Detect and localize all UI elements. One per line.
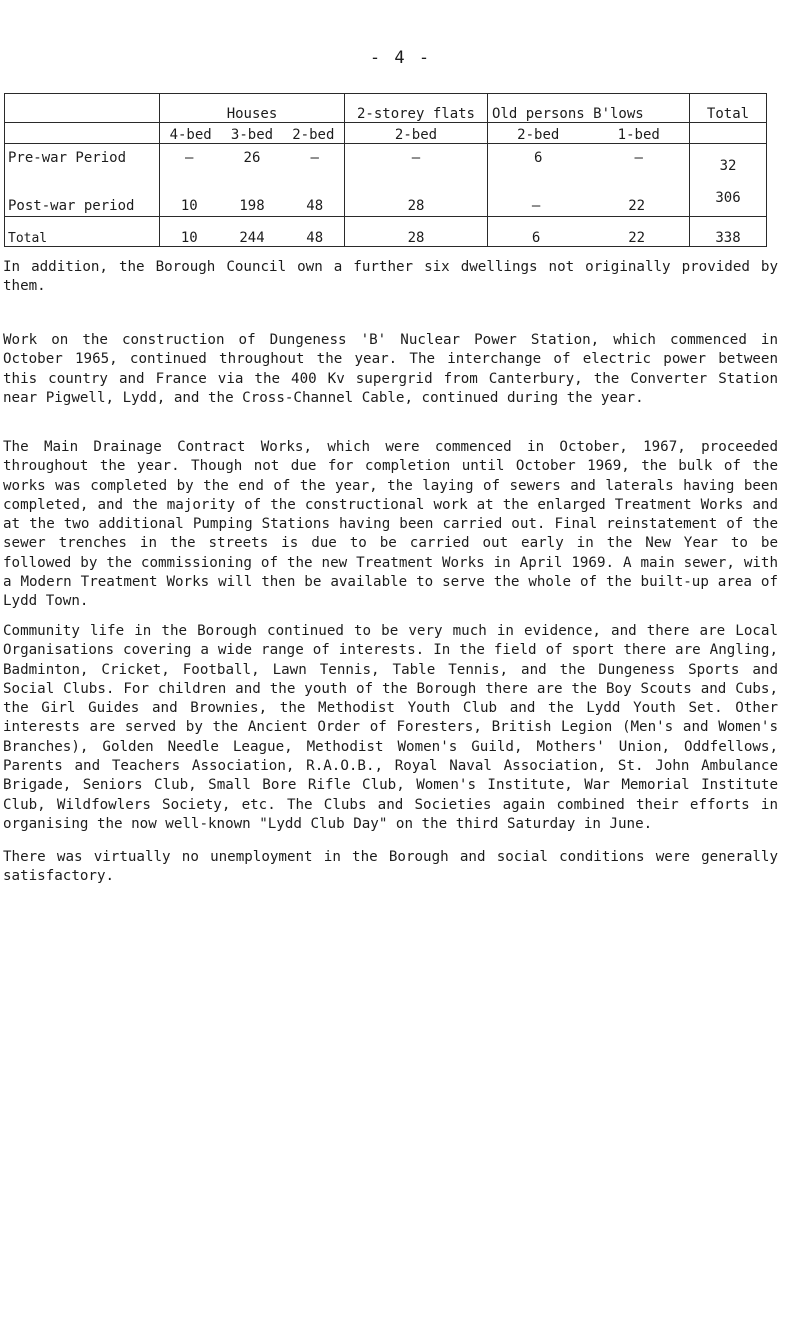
subhead-bungalow-1-bed: 1-bed <box>617 127 660 143</box>
dwellings-table <box>4 93 767 247</box>
subhead-bungalow-2-bed: 2-bed <box>517 127 560 143</box>
paragraph-additional-dwellings: In addition, the Borough Council own a further six dwellings not originally provided by them. <box>3 259 778 295</box>
bungalows-subheader <box>488 123 690 144</box>
grand-total: 338 <box>690 217 767 247</box>
subhead-3-bed: 3-bed <box>230 127 274 143</box>
subhead-4-bed: 4-bed <box>169 127 212 143</box>
total-header: Total <box>690 94 767 123</box>
postwar-4-bed: 10 <box>180 198 198 214</box>
paragraph-employment: There was virtually no unemployment in the Borough and social conditions were generally satisfactory. <box>3 849 778 885</box>
prewar-total: 32 <box>719 158 737 174</box>
postwar-3-bed: 198 <box>239 198 265 214</box>
paragraph-power-station: Work on the construction of Dungeness 'B' Nuclear Power Station, which commenced in October 1965, continued throughout the year. The interchange of electric power between this country and France via the 400 Kv supergrid from Canterbury, the Converter Station near Pigwell, Lydd, and the Cross-Channel Cable, continued during the year. <box>3 332 778 406</box>
houses-subheader <box>160 123 345 144</box>
table-row <box>5 217 767 247</box>
postwar-2-bed: 48 <box>306 198 324 214</box>
table-row <box>5 144 767 217</box>
total-flats: 28 <box>345 217 488 247</box>
table-corner-cell <box>5 94 160 123</box>
flats-header: 2-storey flats <box>345 94 488 123</box>
prewar-2-bed: – <box>310 150 319 166</box>
houses-values <box>160 144 345 217</box>
prewar-bungalow-1-bed: – <box>634 150 643 166</box>
postwar-total: 306 <box>715 190 741 206</box>
total-label: Total <box>5 217 160 247</box>
prewar-4-bed: – <box>185 150 194 166</box>
prewar-label: Pre-war Period <box>8 150 127 166</box>
prewar-bungalow-2-bed: 6 <box>534 150 543 166</box>
flats-values <box>345 144 488 217</box>
total-bungalows <box>488 217 690 247</box>
houses-header: Houses <box>160 94 345 123</box>
total-2-bed: 48 <box>306 230 324 246</box>
table-subheader-row <box>5 123 767 144</box>
prewar-3-bed: 26 <box>243 150 261 166</box>
prewar-flats: – <box>411 150 421 166</box>
total-bungalow-1-bed: 22 <box>628 230 646 246</box>
bungalows-header: Old persons B'lows <box>488 94 690 123</box>
total-values <box>690 144 767 217</box>
postwar-flats: 28 <box>407 198 425 214</box>
total-3-bed: 244 <box>239 230 265 246</box>
table-blank-cell <box>5 123 160 144</box>
postwar-label: Post-war period <box>8 198 135 214</box>
table-header-row <box>5 94 767 123</box>
bungalows-values <box>488 144 690 217</box>
postwar-bungalow-1-bed: 22 <box>628 198 646 214</box>
period-labels <box>5 144 160 217</box>
flats-subheader: 2-bed <box>345 123 488 144</box>
total-subheader <box>690 123 767 144</box>
paragraph-community-life: Community life in the Borough continued to be very much in evidence, and there are Local Organisations covering a wide range of interests. In the field of sport there are Angling, Badminton, Cricket, Football, Lawn Tennis, Table Tennis, and the Dungeness Sports and Social Clubs. For children and the youth of the Borough there are the Boy Scouts and Cubs, the Girl Guides and Brownies, the Methodist Youth Club and the Lydd Youth Set. Other interests are served by the Ancient Order of Foresters, British Legion (Men's and Women's Branches), Golden Needle League, Methodist Women's Guild, Mothers' Union, Oddfellows, Parents and Teachers Association, R.A.O.B., Royal Naval Association, St. John Ambulance Brigade, Seniors Club, Small Bore Rifle Club, Women's Institute, War Memorial Institute Club, Wildfowlers Society, etc. The Clubs and Societies again combined their efforts in organising the now well-known "Lydd Club Day" on the third Saturday in June. <box>3 623 778 832</box>
total-bungalow-2-bed: 6 <box>531 230 541 246</box>
postwar-bungalow-2-bed: – <box>531 198 541 214</box>
subhead-2-bed: 2-bed <box>292 127 335 143</box>
total-4-bed: 10 <box>180 230 198 246</box>
paragraph-main-drainage: The Main Drainage Contract Works, which were commenced in October, 1967, proceeded throughout the year. Though not due for completion until October 1969, the bulk of the works was completed by the end of the year, the laying of sewers and laterals having been completed, and the majority of the constructional work at the enlarged Treatment Works and at the two additional Pumping Stations having been carried out. Final reinstatement of the sewer trenches in the streets is due to be carried out early in the New Year to be followed by the commissioning of the new Treatment Works in April 1969. A main sewer, with a Modern Treatment Works will then be available to serve the whole of the built-up area of Lydd Town. <box>3 439 778 610</box>
page-number: - 4 - <box>369 48 432 68</box>
total-houses <box>160 217 345 247</box>
